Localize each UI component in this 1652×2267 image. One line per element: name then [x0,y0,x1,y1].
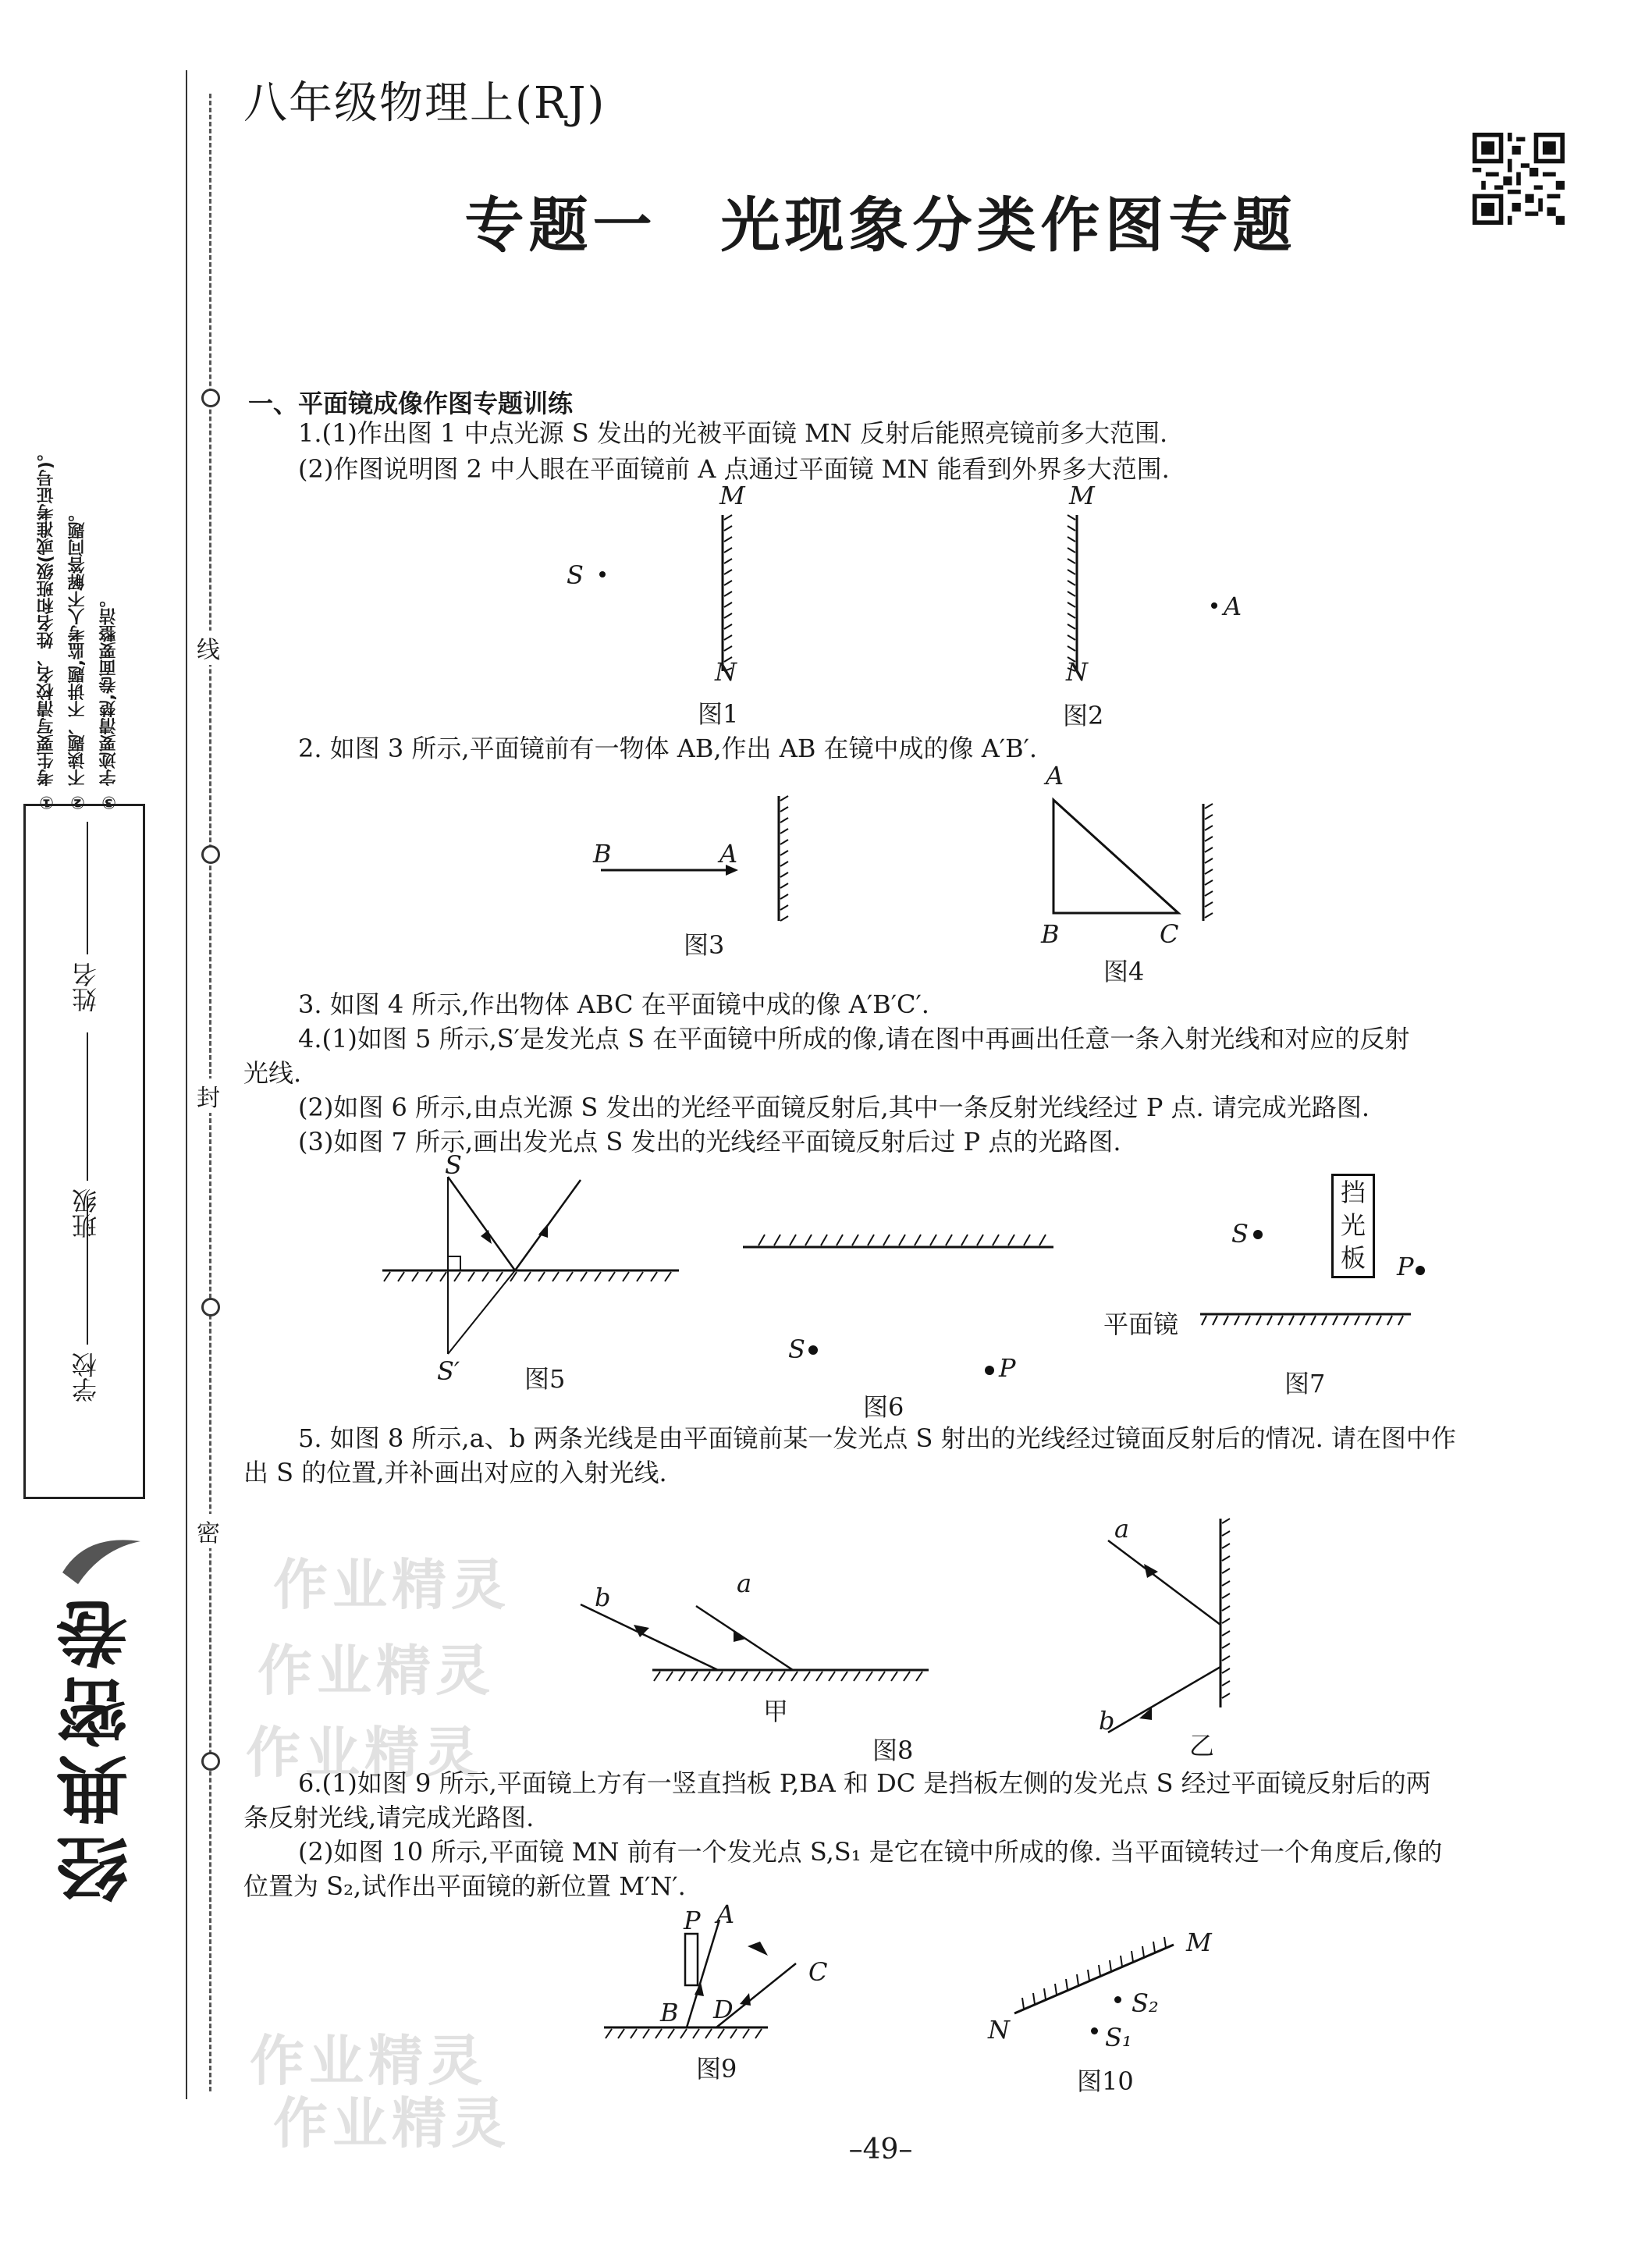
figure-9 [601,1912,835,2045]
fig6-point-p [985,1366,994,1375]
fig10-point-s2 [1114,1996,1121,2003]
fig8-label-jia: 甲 [763,1697,789,1726]
figure-7-mirror [1200,1309,1419,1333]
fig1-label-n: N [715,657,737,687]
fig9-label-d: D [713,1995,734,2024]
question-1-2: (2)作图说明图 2 中人眼在平面镜前 A 点通过平面镜 MN 能看到外界多大范围. [298,454,1170,484]
fig8-label-b1: b [595,1583,611,1612]
fig7-board-char: 板 [1340,1243,1366,1273]
fig2-label-n: N [1066,657,1088,687]
fig6-point-s [808,1345,818,1355]
fig7-point-s [1253,1230,1263,1239]
fig6-label-p: P [999,1353,1016,1383]
note-3: ③ 字迹要清楚,卷面要整洁。 [99,590,119,812]
fig2-caption: 图2 [1063,701,1104,730]
figure-6-mirror [743,1231,1055,1255]
fig8-label-b2: b [1099,1706,1115,1736]
fig3-caption: 图3 [684,930,725,960]
fig6-label-s: S [788,1334,805,1364]
watermark: 作业精灵 [258,1639,495,1703]
fig2-label-m: M [1069,481,1095,510]
figure-4 [1038,788,1256,929]
fig4-label-b: B [1041,919,1060,949]
question-6-2: (2)如图 10 所示,平面镜 MN 前有一个发光点 S,S₁ 是它在镜中所成的像. 当平面镜转过一个角度后,像的 [298,1837,1443,1867]
seal-mark-secret: 密 [197,1514,220,1548]
fig9-label-c: C [808,1957,828,1987]
brand-logo: 经典密卷 [56,1592,140,1904]
fig7-board-char: 挡 [1340,1178,1366,1207]
fig7-label-s: S [1231,1219,1249,1249]
fig9-label-a: A [716,1899,735,1929]
fig6-caption: 图6 [863,1392,904,1422]
question-5-cont: 出 S 的位置,并补画出对应的入射光线. [243,1458,667,1487]
student-info-box [23,804,145,1499]
seal-mark-line: 线 [197,631,220,665]
fig1-caption: 图1 [698,699,739,729]
fig4-label-c: C [1160,919,1179,949]
fig5-caption: 图5 [524,1364,566,1394]
fig9-label-b: B [660,1998,679,2027]
field-class[interactable]: 班级 [71,1189,101,1238]
watermark: 作业精灵 [246,1721,483,1785]
fig8-label-yi: 乙 [1189,1731,1215,1761]
watermark: 作业精灵 [273,1553,510,1617]
fig7-board-char: 光 [1340,1210,1366,1240]
field-name[interactable]: 姓名 [71,962,101,1012]
margin-solid-line [186,70,187,2099]
fig4-caption: 图4 [1103,957,1145,986]
fig10-label-s1: S₁ [1105,2023,1132,2052]
figure-8-yi [1092,1514,1249,1740]
fig7-light-board [1331,1174,1375,1278]
fig7-label-p: P [1397,1252,1414,1281]
fig5-label-s: S [445,1150,462,1180]
fig7-point-p [1416,1266,1425,1275]
question-1-1: 1.(1)作出图 1 中点光源 S 发出的光被平面镜 MN 反射后能照亮镜前多大范围. [298,418,1168,448]
fig8-label-a2: a [1114,1514,1130,1544]
figure-3 [593,788,812,929]
question-4-2: (2)如图 6 所示,由点光源 S 发出的光经平面镜反射后,其中一条反射光线经过 P 点. 请完成光路图. [298,1093,1370,1122]
fig10-point-s1 [1091,2027,1098,2034]
question-2: 2. 如图 3 所示,平面镜前有一物体 AB,作出 AB 在镜中成的像 A′B′. [298,734,1038,763]
question-6-2-cont: 位置为 S₂,试作出平面镜的新位置 M′N′. [243,1871,686,1901]
question-5: 5. 如图 8 所示,a、b 两条光线是由平面镜前某一发光点 S 射出的光线经过镜面反射后的情况. 请在图中作 [298,1423,1456,1453]
seal-mark-seal: 封 [197,1078,220,1113]
field-name-line [87,822,88,954]
page-number: –49– [848,2134,913,2166]
watermark: 作业精灵 [273,2091,510,2155]
fig4-label-a: A [1046,761,1064,791]
fig2-label-a: A [1224,592,1242,621]
field-school[interactable]: 学校 [71,1352,101,1402]
fig1-label-s: S [567,560,584,590]
figure-10-mirror [1007,1935,1194,2021]
question-4-3: (3)如图 7 所示,画出发光点 S 发出的光线经平面镜反射后过 P 点的光路图. [298,1127,1121,1157]
question-6-1: 6.(1)如图 9 所示,平面镜上方有一竖直挡板 P,BA 和 DC 是挡板左侧的发光点 S 经过平面镜反射后的两 [298,1768,1431,1798]
seal-circle [201,1298,220,1316]
fig10-caption: 图10 [1077,2066,1134,2096]
left-margin [0,0,234,2267]
book-header: 八年级物理上(RJ) [243,78,606,129]
fig10-label-m: M [1186,1928,1212,1957]
seal-circle [201,1752,220,1771]
figure-8-jia [577,1576,936,1709]
note-1: ① 考生要写清校名、姓名和班级(或准考证号)。 [37,444,56,812]
seal-circle [201,389,220,407]
fig3-label-a: A [719,839,738,869]
question-4-1-cont: 光线. [243,1058,302,1088]
figure-5 [375,1163,687,1366]
brand-swoosh-icon [55,1526,148,1588]
fig1-label-m: M [719,481,745,510]
fig10-label-s2: S₂ [1132,1988,1159,2018]
question-4-1: 4.(1)如图 5 所示,S′是发光点 S 在平面镜中所成的像,请在图中再画出任意一条入射光线和对应的反射 [298,1024,1410,1054]
field-class-line [87,1032,88,1181]
fig7-caption: 图7 [1284,1369,1326,1398]
page-title: 专题一 光现象分类作图专题 [464,190,1297,260]
exam-notes [31,312,125,812]
seal-circle [201,845,220,864]
fig2-point-a [1211,602,1217,609]
fig3-label-b: B [593,839,612,869]
note-2: ② 不读题、不讲题,监考人不解答问题。 [68,504,87,812]
question-3: 3. 如图 4 所示,作出物体 ABC 在平面镜中成的像 A′B′C′. [298,990,929,1019]
section-heading: 一、平面镜成像作图专题训练 [248,389,574,418]
fig1-point-s [599,571,606,577]
fig9-label-p: P [684,1906,701,1935]
watermark: 作业精灵 [250,2029,487,2093]
fig10-label-n: N [988,2015,1010,2045]
fig5-label-s-prime: S′ [437,1356,460,1386]
question-6-1-cont: 条反射光线,请完成光路图. [243,1803,535,1832]
fig8-caption: 图8 [872,1736,914,1765]
fig8-label-a1: a [737,1569,752,1598]
fig9-caption: 图9 [696,2054,737,2084]
fig7-mirror-label: 平面镜 [1103,1309,1179,1339]
